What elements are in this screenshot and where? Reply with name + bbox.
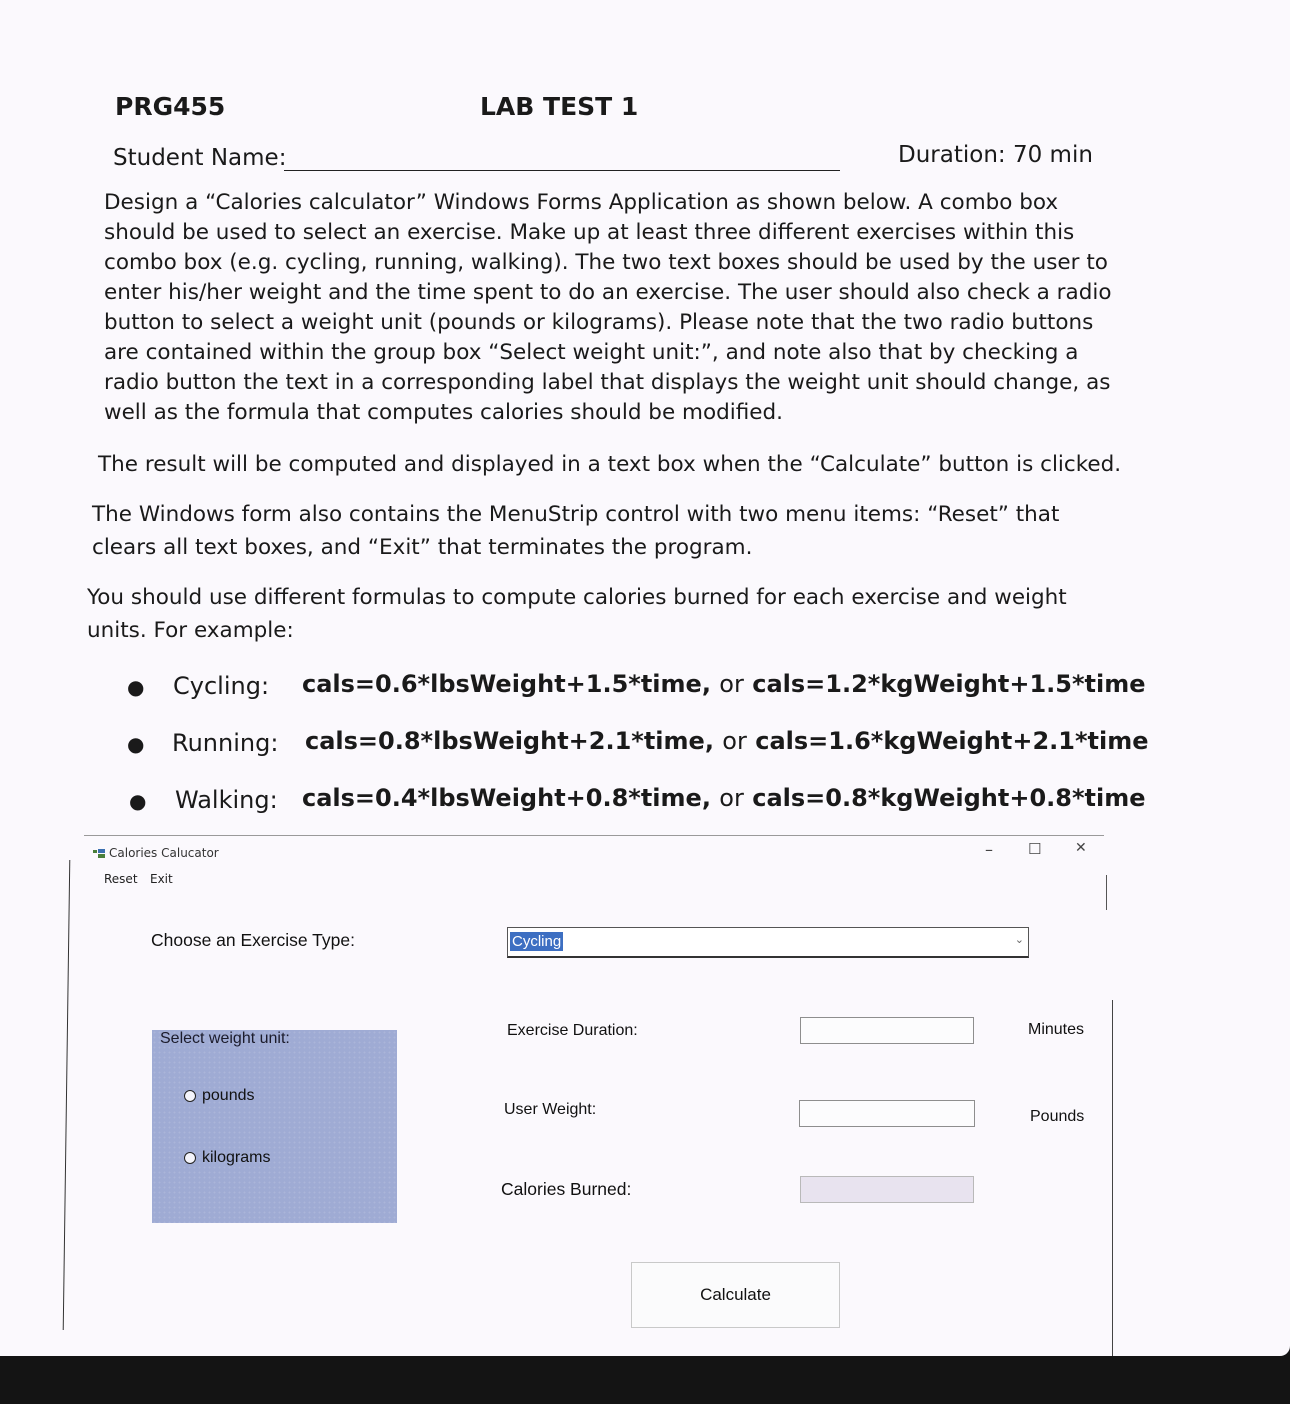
formula-lbs: cals=0.6*lbsWeight+1.5*time, [302, 670, 711, 698]
formula-kg: cals=0.8*kgWeight+0.8*time [752, 784, 1146, 812]
student-name-line [284, 148, 840, 171]
formula-or: or [719, 784, 744, 812]
form-border-right [1112, 1000, 1113, 1356]
radio-pounds[interactable] [184, 1087, 255, 1105]
form-border-right [1106, 875, 1107, 910]
menu-exit[interactable]: Exit [150, 872, 173, 886]
group-box-title: Select weight unit: [160, 1030, 290, 1047]
exercise-combo-box[interactable] [507, 927, 1029, 958]
formula-or: or [719, 670, 744, 698]
exercise-type-label: Choose an Exercise Type: [151, 930, 355, 950]
radio-kilograms[interactable] [184, 1149, 270, 1167]
formula-text [305, 727, 1149, 755]
instruction-paragraph-2: The result will be computed and displayed in a text box when the “Calculate” button is clicked. [98, 452, 1122, 477]
weight-unit-label: Pounds [1030, 1108, 1085, 1125]
formula-exercise-label: Cycling: [173, 672, 270, 700]
form-border-left [63, 860, 81, 1330]
exercise-selected-value: Cycling [512, 933, 562, 950]
exercise-duration-label: Exercise Duration: [507, 1022, 638, 1039]
form-border-top [84, 835, 1104, 836]
formula-lbs: cals=0.4*lbsWeight+0.8*time, [302, 784, 711, 812]
bullet: ● [127, 675, 145, 699]
formula-text [302, 670, 1146, 698]
formula-exercise-label: Running: [172, 729, 279, 757]
weight-input[interactable] [799, 1100, 975, 1127]
radio-kilograms-label: kilograms [202, 1149, 271, 1166]
bullet: ● [129, 789, 147, 813]
radio-circle-icon[interactable] [184, 1152, 196, 1164]
bullet: ● [127, 732, 145, 756]
window-title: Calories Calucator [109, 846, 219, 860]
formula-or: or [722, 727, 747, 755]
test-title: LAB TEST 1 [480, 92, 639, 121]
menu-reset[interactable]: Reset [104, 872, 138, 886]
duration: Duration: 70 min [898, 142, 1093, 168]
course-code: PRG455 [115, 92, 226, 121]
minimize-button[interactable]: – [985, 840, 993, 859]
window-title-bar [93, 846, 219, 860]
calories-output [800, 1176, 974, 1203]
calories-burned-label: Calories Burned: [501, 1179, 632, 1199]
user-weight-label: User Weight: [504, 1101, 597, 1118]
radio-pounds-label: pounds [202, 1087, 255, 1104]
duration-input[interactable] [800, 1017, 974, 1044]
instruction-paragraph-1: Design a “Calories calculator” Windows Forms Application as shown below. A combo box should be used to select an exercise. Make up at least three different exercises within this combo box (e.g. cycling, running, walking). The two text boxes should be used by the user to enter his/her weight and the time spent to do an exercise. The user should also check a radio button to select a weight unit (pounds or kilograms). Please note that the two radio buttons are contained within the group box “Select weight unit:”, and note also that by checking a radio button the text in a corresponding label that displays the weight unit should change, as well as the formula that computes calories should be modified. [104, 190, 1112, 425]
weight-unit-group-box [152, 1030, 397, 1223]
instruction-paragraph-4: You should use different formulas to compute calories burned for each exercise and weight units. For example: [87, 585, 1067, 643]
formula-kg: cals=1.6*kgWeight+2.1*time [755, 727, 1149, 755]
formula-kg: cals=1.2*kgWeight+1.5*time [752, 670, 1146, 698]
calculate-button[interactable]: Calculate [631, 1262, 840, 1328]
app-icon [93, 849, 105, 859]
formula-lbs: cals=0.8*lbsWeight+2.1*time, [305, 727, 714, 755]
instruction-paragraph-3: The Windows form also contains the MenuStrip control with two menu items: “Reset” that clears all text boxes, and “Exit” that terminates the program. [92, 502, 1060, 560]
formula-exercise-label: Walking: [175, 786, 278, 814]
maximize-button[interactable]: ☐ [1028, 840, 1042, 858]
duration-unit-label: Minutes [1028, 1021, 1085, 1038]
chevron-down-icon[interactable]: ⌄ [1014, 933, 1024, 946]
radio-circle-icon[interactable] [184, 1090, 196, 1102]
close-button[interactable]: ✕ [1075, 840, 1087, 856]
student-name-label: Student Name: [113, 145, 287, 171]
formula-text [302, 784, 1146, 812]
